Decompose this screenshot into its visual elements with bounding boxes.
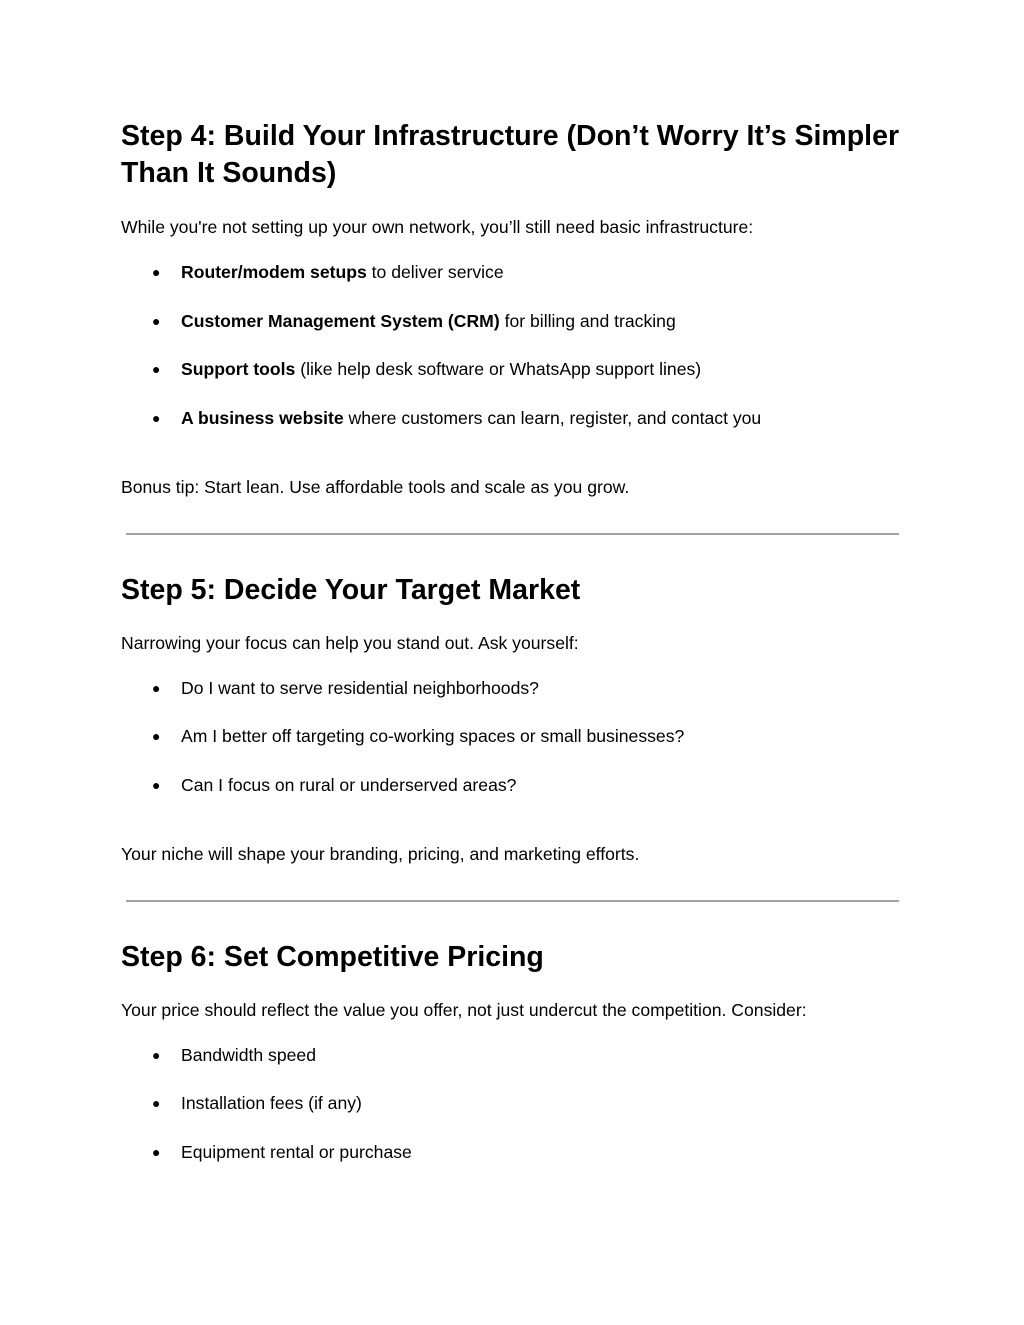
bullet-icon: ●: [152, 1095, 161, 1111]
list-item: [152, 261, 504, 283]
section-divider: [126, 900, 899, 902]
list-item-text: Can I focus on rural or underserved areas?: [181, 775, 517, 795]
step4-heading-line1: Step 4: Build Your Infrastructure (Don’t Worry It’s Simpler: [121, 120, 900, 152]
step5-heading: Step 5: Decide Your Target Market: [121, 574, 581, 606]
list-item: [152, 1141, 412, 1163]
list-item: [152, 677, 539, 699]
list-item-text: Installation fees (if any): [181, 1093, 362, 1113]
list-item-text: Do I want to serve residential neighborhoods?: [181, 678, 539, 698]
step4-heading-line2: Than It Sounds): [121, 157, 337, 189]
bullet-icon: ●: [152, 361, 161, 377]
list-item: [152, 407, 761, 429]
step6-intro: Your price should reflect the value you offer, not just undercut the competition. Consider:: [121, 1000, 807, 1020]
step6-heading: Step 6: Set Competitive Pricing: [121, 941, 544, 973]
list-item: [152, 1092, 362, 1114]
list-item-bold: Customer Management System (CRM): [181, 311, 500, 331]
list-item-bold: Router/modem setups: [181, 262, 367, 282]
list-item-text: Equipment rental or purchase: [181, 1142, 412, 1162]
list-item-text: (like help desk software or WhatsApp support lines): [295, 359, 702, 379]
list-item-text: to deliver service: [366, 262, 504, 282]
step5-intro: Narrowing your focus can help you stand out. Ask yourself:: [121, 633, 579, 653]
list-item: [152, 1044, 316, 1066]
bullet-icon: ●: [152, 1144, 161, 1160]
list-item: [152, 725, 684, 747]
bullet-icon: ●: [152, 728, 161, 744]
list-item: [152, 358, 701, 380]
section-divider: [126, 533, 899, 535]
list-item-text: Bandwidth speed: [181, 1045, 316, 1065]
step4-intro: While you're not setting up your own network, you’ll still need basic infrastructure:: [121, 217, 754, 237]
bullet-icon: ●: [152, 680, 161, 696]
list-item: [152, 774, 516, 796]
bullet-icon: ●: [152, 313, 161, 329]
list-item-bold: Support tools: [181, 359, 296, 379]
list-item: [152, 310, 676, 332]
list-item-bold: A business website: [181, 408, 344, 428]
bullet-icon: ●: [152, 777, 161, 793]
bullet-icon: ●: [152, 264, 161, 280]
step4-heading: [121, 118, 921, 192]
list-item-text: where customers can learn, register, and contact you: [343, 408, 762, 428]
list-item-text: Am I better off targeting co-working spaces or small businesses?: [181, 726, 685, 746]
step5-outro: Your niche will shape your branding, pricing, and marketing efforts.: [121, 844, 640, 864]
bullet-icon: ●: [152, 410, 161, 426]
step4-tip: Bonus tip: Start lean. Use affordable tools and scale as you grow.: [121, 477, 630, 497]
bullet-icon: ●: [152, 1047, 161, 1063]
list-item-text: for billing and tracking: [499, 311, 676, 331]
